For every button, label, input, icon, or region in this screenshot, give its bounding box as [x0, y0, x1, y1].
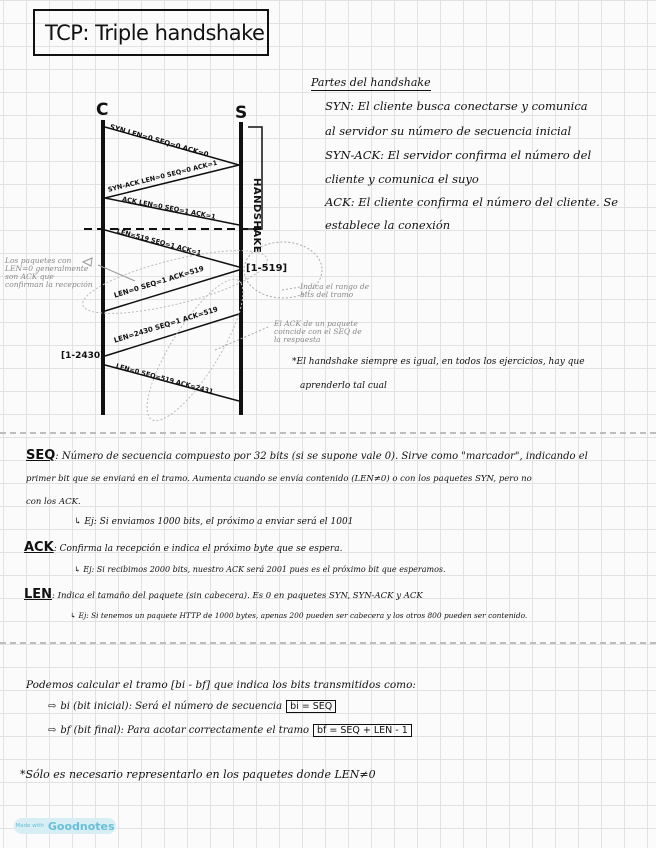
bi-formula: bi = SEQ: [286, 700, 336, 713]
page-title: TCP: Triple handshake: [45, 20, 265, 45]
len-example: ↳ Ej: Si tenemos un paquete HTTP de 1000 bytes, apenas 200 pueden ser cabecera y los otros 800 pueden ser contenido.: [70, 611, 528, 620]
seq-label: SEQ: [26, 448, 56, 463]
goodnotes-badge: Made with Goodnotes: [15, 819, 115, 833]
arrow-label-syn-ack: SYN-ACK LEN=0 SEQ=0 ACK=1: [107, 158, 219, 194]
range-server: [1-519]: [246, 263, 288, 274]
seq-definition: SEQ: Número de secuencia compuesto por 32 bits (si se supone vale 0). Sirve como "marcador", indicando el: [26, 448, 588, 463]
double-arrow-icon: ⇨: [48, 725, 57, 736]
bf-formula: bf = SEQ + LEN - 1: [313, 724, 412, 737]
ack-label: ACK: [24, 540, 54, 555]
ack-definition: ACK: Confirma la recepción e indica el próximo byte que se espera.: [24, 540, 343, 555]
arrow-label-ack: ACK LEN=0 SEQ=1 ACK=1: [121, 195, 217, 221]
seq-definition-line: primer bit que se enviará en el tramo. Aumenta cuando se envía contenido (LEN≠0) o con los paquetes SYN, pero no: [26, 474, 532, 484]
calc-bi: ⇨ bi (bit inicial): Será el número de secuencia bi = SEQ: [48, 700, 336, 713]
handshake-note: *El handshake siempre es igual, en todos los ejercicios, hay que: [292, 357, 585, 367]
server-label: S: [235, 103, 248, 123]
arrow-label-ack-1: LEN=0 SEQ=1 ACK=519: [113, 264, 205, 300]
len-definition: LEN: Indica el tamaño del paquete (sin cabecera). Es 0 en paquetes SYN, SYN-ACK y ACK: [24, 587, 423, 602]
parts-line: al servidor su número de secuencia inicial: [325, 124, 572, 138]
seq-example: ↳ Ej: Si enviamos 1000 bits, el próximo a enviar será el 1001: [74, 517, 354, 527]
handshake-note: aprenderlo tal cual: [300, 381, 387, 391]
section-divider: [0, 642, 656, 644]
arrow-icon: ↳: [70, 611, 79, 620]
section-divider: [0, 432, 656, 434]
seq-definition-line: con los ACK.: [26, 497, 81, 507]
parts-heading: Partes del handshake: [311, 76, 431, 89]
parts-line: SYN: El cliente busca conectarse y comunica: [325, 99, 588, 113]
ack-example: ↳ Ej: Si recibimos 2000 bits, nuestro ACK será 2001 pues es el próximo bit que esperamos.: [74, 565, 446, 574]
arrow-label-data-2: LEN=2430 SEQ=1 ACK=519: [113, 305, 219, 345]
note-ack-seq: El ACK de un paquete coincide con el SEQ de la respuesta: [274, 319, 362, 344]
parts-line: ACK: El cliente confirma el número del cliente. Se: [325, 195, 619, 209]
arrow-label-syn: SYN LEN=0 SEQ=0 ACK=0: [108, 123, 210, 159]
calc-intro: Podemos calcular el tramo [bi - bf] que indica los bits transmitidos como:: [26, 679, 416, 691]
arrow-icon: ↳: [74, 565, 84, 574]
arrow-label-data-1: LEN=519 SEQ=1 ACK=1: [115, 227, 203, 258]
handshake-label: HANDSHAKE: [251, 178, 262, 254]
footnote: *Sólo es necesario representarlo en los paquetes donde LEN≠0: [20, 768, 376, 781]
note-len-zero: Los paquetes con LEN=0 generalmente son ACK que confirman la recepción: [5, 256, 93, 289]
parts-line: cliente y comunica el suyo: [325, 172, 479, 186]
goodnotes-logo: Goodnotes: [47, 819, 115, 833]
arrow-icon: ↳: [74, 517, 85, 527]
range-client: [1-2430]: [61, 351, 105, 361]
arrow-label-ack-2: LEN=0 SEQ=519 ACK=2431: [114, 362, 215, 396]
parts-line: establece la conexión: [325, 218, 451, 232]
note-range: Indica el rango de bits del tramo: [300, 282, 370, 299]
client-label: C: [96, 100, 109, 120]
parts-line: SYN-ACK: El servidor confirma el número del: [325, 148, 592, 162]
len-label: LEN: [24, 587, 53, 602]
double-arrow-icon: ⇨: [48, 701, 57, 712]
calc-bf: ⇨ bf (bit final): Para acotar correctamente el tramo bf = SEQ + LEN - 1: [48, 724, 412, 737]
